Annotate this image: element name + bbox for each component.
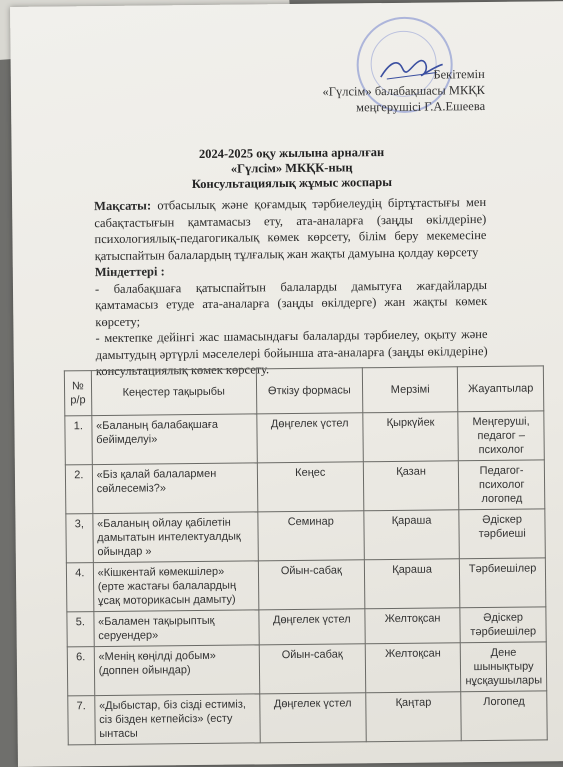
- table-row: [67, 642, 546, 696]
- task-item-2: - мектепке дейінгі жас шамасындағы балаларды тәрбиелеу, оқыту және дамытудың әртүрлі мәселелері бойынша ата-аналарға (заңды өкілдеріне) консультациялық көмек көрсету.: [95, 326, 488, 379]
- row-form: Ойын-сабақ: [259, 644, 366, 694]
- row-num: 2.: [65, 465, 92, 514]
- document-page: [10, 1, 563, 767]
- row-topic: «Баланың балабақшаға бейімделуі»: [91, 414, 256, 465]
- row-topic: «Дыбыстар, біз сізді естиміз, сіз бізден кетпейсіз» (есту ынтасы: [94, 694, 259, 745]
- row-responsible: Педагог-психолог логопед: [459, 460, 545, 510]
- table-row: [66, 509, 545, 563]
- row-date: Қыркүйек: [363, 412, 459, 462]
- row-num: 4.: [66, 563, 93, 612]
- row-topic: «Баланың ойлау қабілетін дамытатын интелектуалдық ойындар »: [93, 512, 258, 563]
- table-row: [65, 460, 544, 514]
- goal-text: отбасылық және қоғамдық тәрбиелеудің біртұтастығы мен сабақтастығын қамтамасыз ету, ата-аналарға (заңды өкілдеріне) психологиялық-педагогикалық көмек көрсету, білім беру мекемесіне қатыспайтын балалардың тұлғалық жан жақты дамуына қолдау көрсету: [94, 194, 487, 263]
- row-date: Қаңтар: [366, 692, 462, 742]
- title-line-1: 2024-2025 оқу жылына арналған: [198, 145, 385, 161]
- row-topic: «Баламен тақырыптық серуендер»: [94, 610, 259, 647]
- row-date: Қараша: [364, 559, 460, 609]
- row-date: Қараша: [364, 510, 460, 560]
- approval-line-3: меңгерушісі Г.А.Ешеева: [356, 98, 486, 115]
- title-line-2: «Гүлсім» МКҚК-ның: [230, 160, 353, 176]
- task-item-1: - балабақшаға қатыспайтын балаларды дамытуға жағдайларды қамтамасыз етуде ата-аналарға (заңды өкілдерге) жан жақты көмек көрсету;: [94, 277, 488, 329]
- goal-label: Мақсаты:: [94, 198, 152, 214]
- table-row: [65, 411, 544, 465]
- approval-block: [322, 66, 485, 116]
- table-row: [66, 558, 545, 612]
- row-responsible: Әдіскер тәрбиешілер: [460, 607, 546, 643]
- row-form: Ойын-сабақ: [258, 560, 365, 610]
- document-body: [94, 194, 488, 380]
- row-date: Желтоқсан: [365, 608, 461, 644]
- row-topic: «Біз қалай балалармен сөйлесеміз?»: [92, 463, 257, 514]
- table-header-row: [64, 366, 543, 416]
- row-responsible: Логопед: [461, 691, 547, 741]
- consultation-table: [64, 365, 548, 745]
- row-responsible: Меңгеруші, педагог – психолог: [458, 411, 544, 461]
- row-responsible: Әдіскер тәрбиеші: [459, 509, 545, 559]
- title-line-3: Консультациялық жұмыс жоспары: [191, 174, 393, 192]
- header-date: Мерзімі: [362, 367, 458, 413]
- document-title: [12, 143, 563, 194]
- header-topic: Кеңестер тақырыбы: [91, 369, 256, 416]
- row-topic: «Кішкентай көмекшілер» (ерте жастағы балалардың ұсақ моторикасын дамыту): [93, 561, 258, 612]
- table-row: [68, 691, 547, 745]
- row-form: Кеңес: [257, 462, 364, 512]
- row-responsible: Тәрбиешілер: [460, 558, 546, 608]
- row-form: Дөңгелек үстел: [259, 693, 366, 743]
- row-num: 3,: [66, 514, 93, 563]
- header-form: Өткізу формасы: [256, 368, 363, 414]
- row-num: 5.: [67, 612, 94, 647]
- row-num: 6.: [67, 647, 94, 696]
- row-form: Семинар: [257, 511, 364, 561]
- row-responsible: Дене шынықтыру нұсқаушылары: [461, 642, 547, 692]
- tasks-label: Міндеттері :: [94, 264, 165, 280]
- row-date: Желтоқсан: [365, 643, 461, 693]
- row-form: Дөңгелек үстел: [256, 413, 363, 463]
- row-num: 7.: [68, 696, 95, 745]
- table-row: [67, 607, 546, 647]
- row-date: Қазан: [363, 461, 459, 511]
- approval-line-2: «Гүлсім» балабақшасы МКҚК: [322, 82, 486, 99]
- row-form: Дөңгелек үстел: [259, 609, 366, 645]
- row-num: 1.: [65, 416, 92, 465]
- header-responsible: Жауаптылар: [458, 366, 544, 412]
- approval-line-1: Бекітемін: [433, 66, 485, 82]
- goal-paragraph: [94, 194, 487, 264]
- header-num: № р/р: [64, 371, 91, 416]
- row-topic: «Менің көңілді добым» (доппен ойындар): [94, 645, 259, 696]
